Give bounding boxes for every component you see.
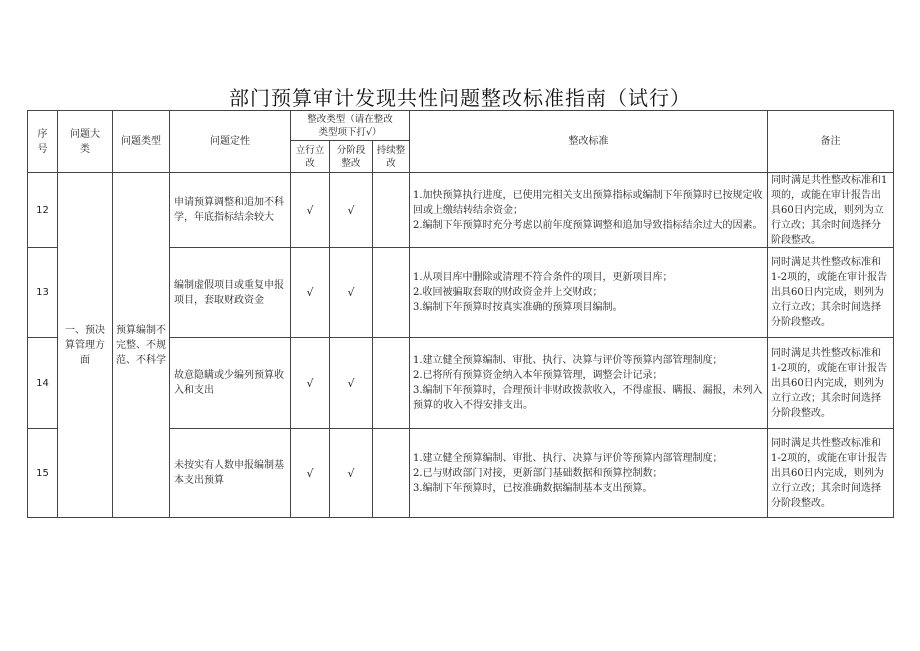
row-seq: 12 <box>36 204 49 216</box>
header-nature: 问题定性 <box>210 136 250 147</box>
standard-item: 2.收回被骗取套取的财政资金并上交财政； <box>413 287 603 298</box>
row-remark: 同时满足共性整改标准和1-2项的，或能在审计报告出具60日内完成，则列为立行立改；其余时间选择分阶段整改。 <box>771 437 888 509</box>
header-continuous: 持续整改 <box>376 144 406 169</box>
row-standard <box>410 248 767 337</box>
row-standard <box>410 429 767 517</box>
header-remark: 备注 <box>820 136 841 147</box>
row-nature: 编制虚假项目或重复申报项目，套取财政资金 <box>174 279 284 306</box>
standard-item: 2.已与财政部门对接，更新部门基础数据和预算控制数； <box>413 467 663 479</box>
standard-item: 1.从项目库中删除或清理不符合条件的项目，更新项目库； <box>413 272 673 283</box>
row-nature: 故意隐瞒或少编列预算收入和支出 <box>174 370 284 396</box>
standard-item: 3.编制下年预算时，已按准确数据编制基本支出预算。 <box>413 482 653 494</box>
phased-check: √ <box>347 376 355 390</box>
row-seq: 13 <box>36 287 49 298</box>
header-type: 问题类型 <box>121 136 161 147</box>
rectification-table <box>27 110 894 518</box>
column-divider <box>372 140 373 518</box>
row-standard <box>410 173 767 247</box>
header-immediate: 立行立改 <box>295 144 325 169</box>
header-standard: 整改标准 <box>568 136 609 147</box>
row-nature: 申请预算调整和追加不科学，年底指标结余较大 <box>174 197 284 223</box>
row-remark: 同时满足共性整改标准和1-2项的，或能在审计报告出具60日内完成，则列为立行立改；其余时间选择分阶段整改。 <box>771 347 888 419</box>
standard-item: 3.编制下年预算时按真实准确的预算项目编制。 <box>413 302 623 313</box>
header-phased: 分阶段整改 <box>336 144 366 169</box>
row-seq: 14 <box>36 377 49 389</box>
row-remark: 同时满足共性整改标准和1-2项的，或能在审计报告出具60日内完成，则列为立行立改；其余时间选择分阶段整改。 <box>771 257 888 328</box>
phased-check: √ <box>347 466 355 480</box>
phased-check: √ <box>347 203 355 217</box>
row-remark: 同时满足共性整改标准和1项的，或能在审计报告出具60日内完成，则列为立行立改；其余时间选择分阶段整改。 <box>771 174 888 246</box>
immediate-check: √ <box>306 203 314 217</box>
header-seq: 序号 <box>37 128 48 155</box>
header-category: 问题大类 <box>70 128 100 155</box>
standard-item: 1.加快预算执行进度，已使用完相关支出预算指标或编制下年预算时已按规定收回或上缴结转结余资金； <box>413 189 763 216</box>
standard-item: 2.已将所有预算资金纳入本年预算管理，调整会计记录； <box>413 370 663 381</box>
table-border-bottom <box>27 517 894 518</box>
row-seq: 15 <box>36 467 49 479</box>
immediate-check: √ <box>306 286 314 299</box>
standard-item: 1.建立健全预算编制、审批、执行、决算与评价等预算内部管理制度； <box>413 355 723 366</box>
immediate-check: √ <box>306 466 314 480</box>
immediate-check: √ <box>306 376 314 390</box>
phased-check: √ <box>347 286 355 299</box>
standard-item: 2.编制下年预算时充分考虑以前年度预算调整和追加导致指标结余过大的因素。 <box>413 219 763 231</box>
row-nature: 未按实有人数申报编制基本支出预算 <box>174 460 284 486</box>
document-title: 部门预算审计发现共性问题整改标准指南（试行） <box>229 86 691 110</box>
table-border-right <box>893 110 894 518</box>
standard-item: 3.编制下年预算时，合理预计非财政拨款收入，不得虚报、瞒报、漏报，未列入预算的收入不得安排支出。 <box>413 385 763 411</box>
problem-type: 预算编制不完整、不规范、不科学 <box>116 324 166 366</box>
standard-item: 1.建立健全预算编制、审批、执行、决算与评价等预算内部管理制度； <box>413 452 723 464</box>
header-rectification-type: 整改类型（请在整改类型项下打√） <box>307 113 393 138</box>
row-standard <box>410 338 767 428</box>
problem-category: 一、预决算管理方面 <box>65 324 105 366</box>
